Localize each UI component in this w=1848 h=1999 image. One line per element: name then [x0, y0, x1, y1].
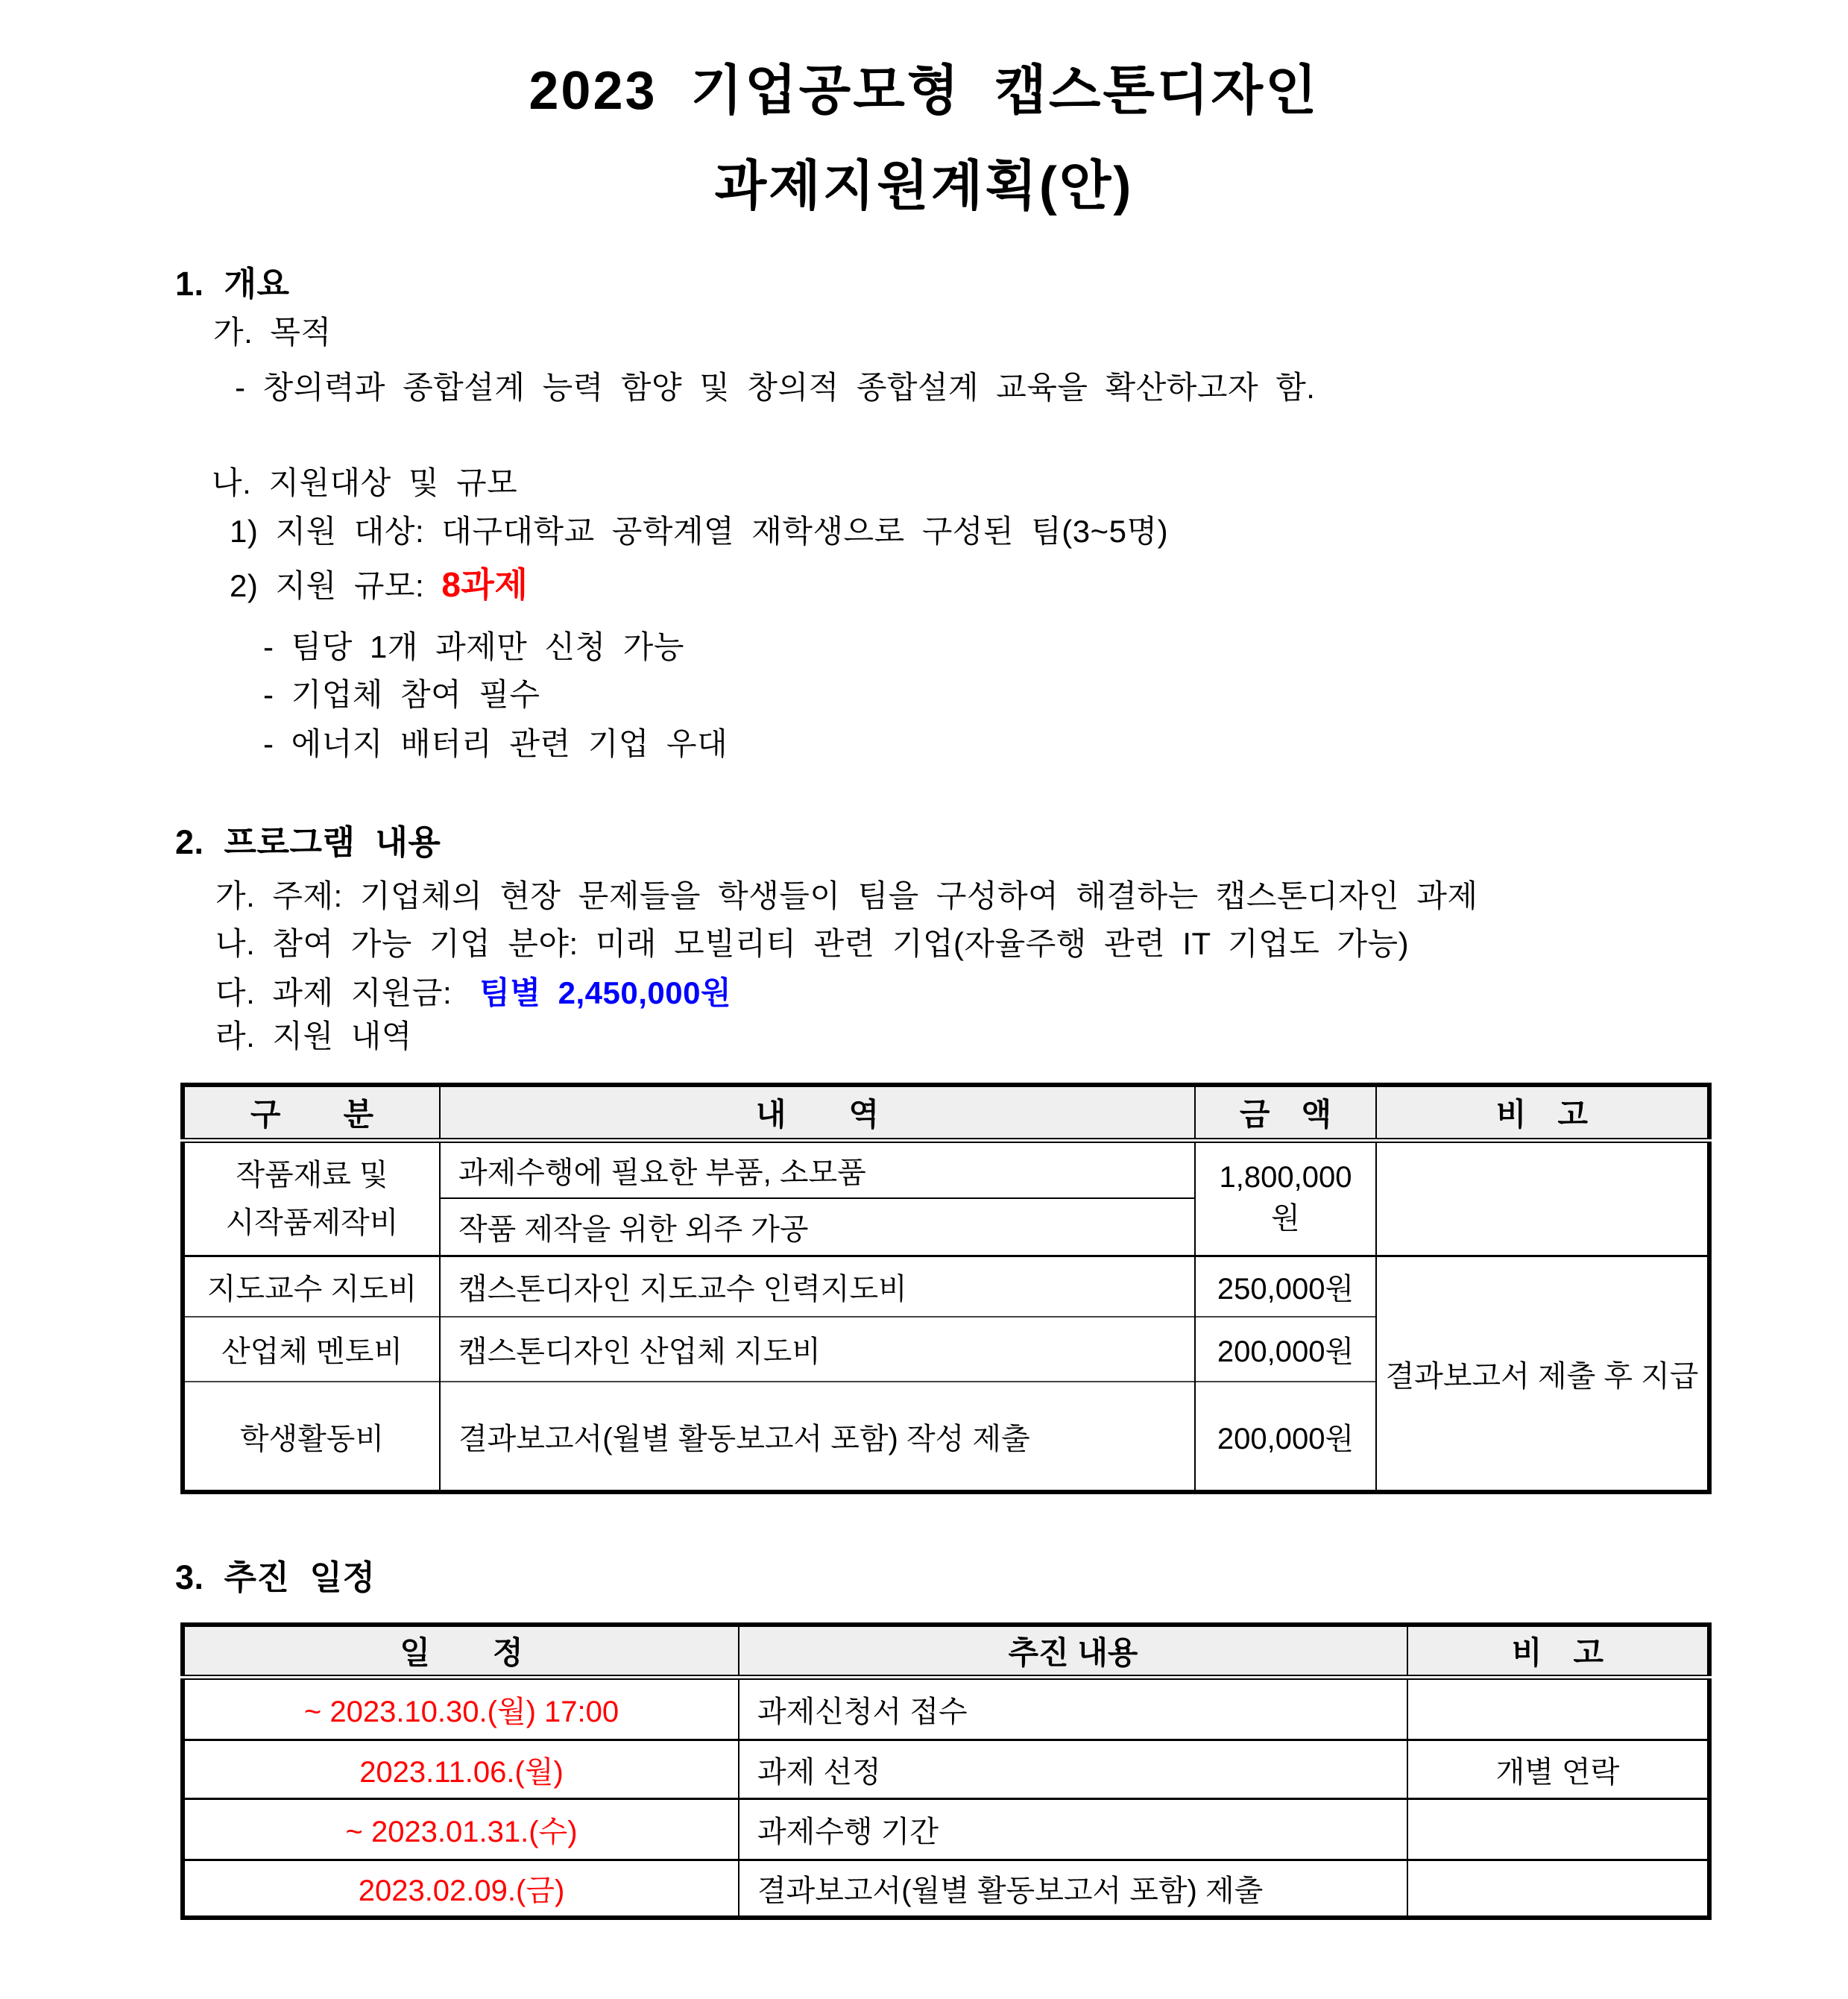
schedule-table [180, 1622, 1712, 1920]
support-cell-student-detail: 결과보고서(월별 활동보고서 포함) 작성 제출 [440, 1382, 1195, 1492]
section2-item-fund-highlight: 팀별 2,450,000원 [479, 975, 732, 1010]
support-header-note: 비 고 [1376, 1085, 1709, 1141]
support-cell-professor-category: 지도교수 지도비 [183, 1256, 440, 1318]
support-cell-materials-note [1376, 1141, 1709, 1256]
schedule-row2-content: 과제 선정 [739, 1740, 1407, 1799]
section2-heading: 2. 프로그램 내용 [175, 823, 441, 861]
support-cell-student-amount: 200,000원 [1195, 1382, 1376, 1492]
support-cell-materials-category-line2: 시작품제작비 [225, 1206, 399, 1239]
support-header-amount: 금 액 [1195, 1085, 1376, 1141]
schedule-row-2 [183, 1740, 1709, 1799]
support-cell-materials-category-line1: 작품재료 및 [236, 1159, 388, 1191]
schedule-row-4 [183, 1860, 1709, 1918]
section1-target-item1: 1) 지원 대상: 대구대학교 공학계열 재학생으로 구성된 팀(3~5명) [230, 514, 1169, 549]
schedule-row4-note [1407, 1860, 1709, 1918]
schedule-row2-date: 2023.11.06.(월) [183, 1740, 739, 1799]
support-cell-materials-amount: 1,800,000원 [1195, 1141, 1376, 1256]
support-breakdown-table [180, 1083, 1712, 1494]
section1-target-bullet3: - 에너지 배터리 관련 기업 우대 [263, 726, 728, 761]
schedule-row-1 [183, 1678, 1709, 1740]
support-cell-professor-detail: 캡스톤디자인 지도교수 인력지도비 [440, 1256, 1195, 1318]
schedule-header-date: 일 정 [183, 1625, 739, 1678]
support-table-header-row [183, 1085, 1709, 1141]
support-cell-industry-amount: 200,000원 [1195, 1317, 1376, 1382]
section1-purpose-label: 가. 목적 [213, 315, 332, 350]
schedule-table-header-row [183, 1625, 1709, 1678]
section1-purpose-item: - 창의력과 종합설계 능력 함양 및 창의적 종합설계 교육을 확산하고자 함. [235, 370, 1316, 405]
schedule-row1-content: 과제신청서 접수 [739, 1678, 1407, 1740]
schedule-row3-content: 과제수행 기간 [739, 1799, 1407, 1860]
section1-target-label: 나. 지원대상 및 규모 [212, 465, 518, 500]
support-cell-merged-note: 결과보고서 제출 후 지급 [1376, 1256, 1709, 1493]
schedule-row3-date: ~ 2023.01.31.(수) [183, 1799, 739, 1860]
section1-target-bullet2: - 기업체 참여 필수 [263, 677, 540, 712]
document-title [0, 43, 1848, 234]
support-row-materials-1 [183, 1141, 1709, 1199]
schedule-row1-note [1407, 1678, 1709, 1740]
section2-item-fund-prefix: 다. 과제 지원금: [215, 975, 452, 1010]
support-cell-materials-category [183, 1141, 440, 1256]
support-row-professor [183, 1256, 1709, 1318]
section1-target-item2-prefix: 2) 지원 규모: [230, 568, 425, 603]
section1-target-item2 [230, 562, 528, 608]
support-cell-professor-amount: 250,000원 [1195, 1256, 1376, 1318]
section2-item-breakdown: 라. 지원 내역 [215, 1019, 412, 1054]
section2-item-topic: 가. 주제: 기업체의 현장 문제들을 학생들이 팀을 구성하여 해결하는 캡스톤디자인 과제 [215, 878, 1478, 913]
support-cell-materials-detail2: 작품 제작을 위한 외주 가공 [440, 1198, 1195, 1256]
schedule-row1-date: ~ 2023.10.30.(월) 17:00 [183, 1678, 739, 1740]
document-title-line1: 2023 기업공모형 캡스톤디자인 [529, 61, 1319, 121]
document-title-line2: 과제지원계획(안) [714, 157, 1134, 216]
section1-heading: 1. 개요 [175, 265, 290, 303]
section2-item-fund [215, 971, 731, 1016]
support-cell-materials-detail1: 과제수행에 필요한 부품, 소모품 [440, 1141, 1195, 1199]
schedule-header-note: 비 고 [1407, 1625, 1709, 1678]
section3-heading: 3. 추진 일정 [175, 1558, 376, 1596]
schedule-row4-date: 2023.02.09.(금) [183, 1860, 739, 1918]
support-cell-industry-category: 산업체 멘토비 [183, 1317, 440, 1382]
section1-target-item2-highlight: 8과제 [441, 565, 529, 604]
schedule-row4-content: 결과보고서(월별 활동보고서 포함) 제출 [739, 1860, 1407, 1918]
support-cell-industry-detail: 캡스톤디자인 산업체 지도비 [440, 1317, 1195, 1382]
support-header-category: 구 분 [183, 1085, 440, 1141]
schedule-row3-note [1407, 1799, 1709, 1860]
support-cell-student-category: 학생활동비 [183, 1382, 440, 1492]
schedule-row2-note: 개별 연락 [1407, 1740, 1709, 1799]
section2-item-field: 나. 참여 가능 기업 분야: 미래 모빌리티 관련 기업(자율주행 관련 IT 기업도 가능) [215, 926, 1410, 961]
support-header-detail: 내 역 [440, 1085, 1195, 1141]
section1-target-bullet1: - 팀당 1개 과제만 신청 가능 [263, 629, 684, 664]
schedule-row-3 [183, 1799, 1709, 1860]
schedule-header-content: 추진 내용 [739, 1625, 1407, 1678]
